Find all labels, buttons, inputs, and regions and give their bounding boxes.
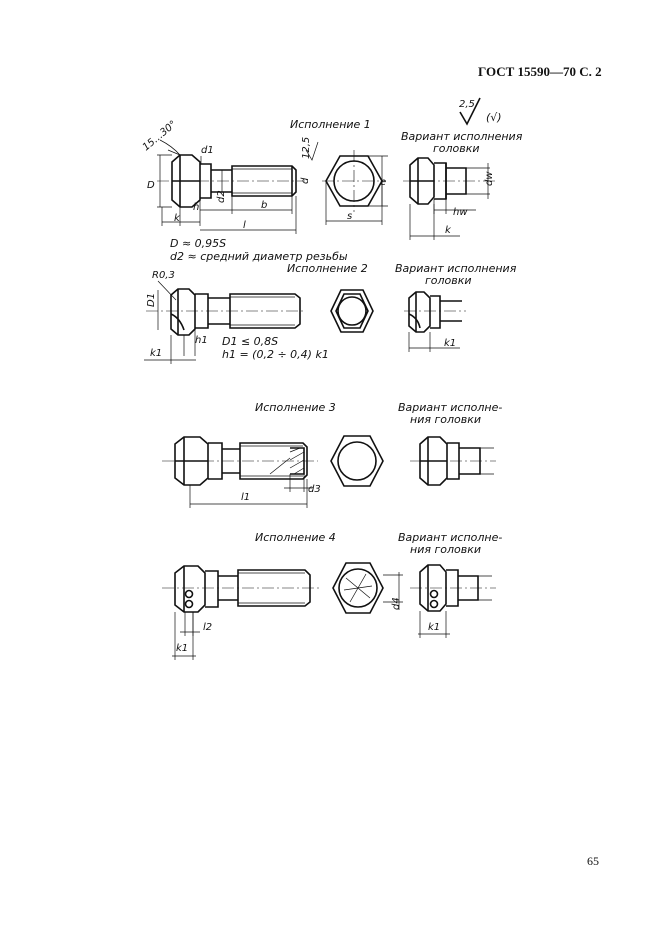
variant-2-note-1: D1 ≤ 0,8S (222, 335, 279, 348)
variant-1-note-1: D ≈ 0,95S (170, 237, 227, 250)
dim-l1: l1 (241, 492, 251, 503)
variant-4-head-variant-line1: Вариант исполне- (398, 531, 503, 544)
page-number: 65 (587, 854, 599, 868)
variant-3-head-variant-view (410, 437, 496, 485)
variant-1-head-variant-line2: головки (433, 142, 480, 155)
variant-3-side-view (162, 437, 321, 508)
roughness-symbol (459, 98, 502, 124)
variant-1-side-view (141, 119, 318, 234)
dim-d1: d1 (201, 145, 214, 156)
variant-2-group (144, 262, 517, 364)
variant-4-side-view (162, 566, 320, 660)
variant-4-group (162, 531, 502, 660)
variant-2-head-variant-line2: головки (425, 274, 472, 287)
variant-2-hex-view (331, 290, 373, 332)
variant-3-hex-view (331, 436, 383, 486)
dim-D: D (147, 180, 155, 191)
dim-hw: hw (453, 207, 468, 218)
variant-1-note-2: d2 ≈ средний диаметр резьбы (170, 250, 348, 263)
dim-angle: 15…30° (140, 118, 179, 154)
dim-b: b (261, 200, 268, 211)
variant-1-title: Исполнение 1 (290, 118, 371, 131)
dim-k1-v4: k1 (176, 643, 189, 654)
variant-2-head-variant-line1: Вариант исполнения (395, 262, 517, 275)
dim-k1-v4-variant: k1 (428, 622, 441, 633)
dim-k-variant: k (445, 225, 451, 236)
dim-d: d (300, 177, 311, 184)
dim-d3: d3 (308, 484, 321, 495)
variant-4-head-variant-view (410, 565, 496, 638)
dim-l: l (243, 220, 246, 231)
dim-D1: D1 (146, 292, 157, 307)
variant-4-title: Исполнение 4 (255, 531, 336, 544)
roughness-value: 2,5 (459, 99, 475, 110)
dim-roughness-12-5: 12,5 (301, 136, 312, 159)
variant-1-head-variant-line1: Вариант исполнения (401, 130, 523, 143)
dim-R0-3: R0,3 (152, 270, 175, 281)
variant-1-group (141, 118, 523, 263)
variant-3-title: Исполнение 3 (255, 401, 336, 414)
variant-1-hex-view (322, 150, 388, 225)
standard-header: ГОСТ 15590—70 С. 2 (478, 64, 602, 79)
dim-k1: k1 (150, 348, 163, 359)
variant-2-note-2: h1 = (0,2 ÷ 0,4) k1 (222, 348, 329, 361)
variant-2-title: Исполнение 2 (287, 262, 368, 275)
variant-3-head-variant-line1: Вариант исполне- (398, 401, 503, 414)
variant-1-head-variant-view (403, 158, 496, 240)
dim-l2: l2 (203, 622, 213, 633)
dim-d4: d4 (391, 597, 402, 610)
variant-4-head-variant-line2: ния головки (410, 543, 482, 556)
dim-s: s (347, 211, 353, 222)
variant-2-head-variant-view (404, 292, 466, 352)
variant-3-group (162, 401, 502, 508)
dim-h1: h1 (195, 335, 208, 346)
roughness-paren-mark: (√) (486, 111, 502, 124)
dim-e: e (380, 177, 387, 188)
dim-h: h (193, 202, 200, 213)
dim-k: k (174, 213, 180, 224)
variant-3-head-variant-line2: ния головки (410, 413, 482, 426)
dim-dw: dw (484, 171, 495, 186)
dim-d2: d2 (216, 190, 227, 203)
variant-4-hex-view (333, 563, 403, 613)
dim-k1-variant: k1 (444, 338, 457, 349)
